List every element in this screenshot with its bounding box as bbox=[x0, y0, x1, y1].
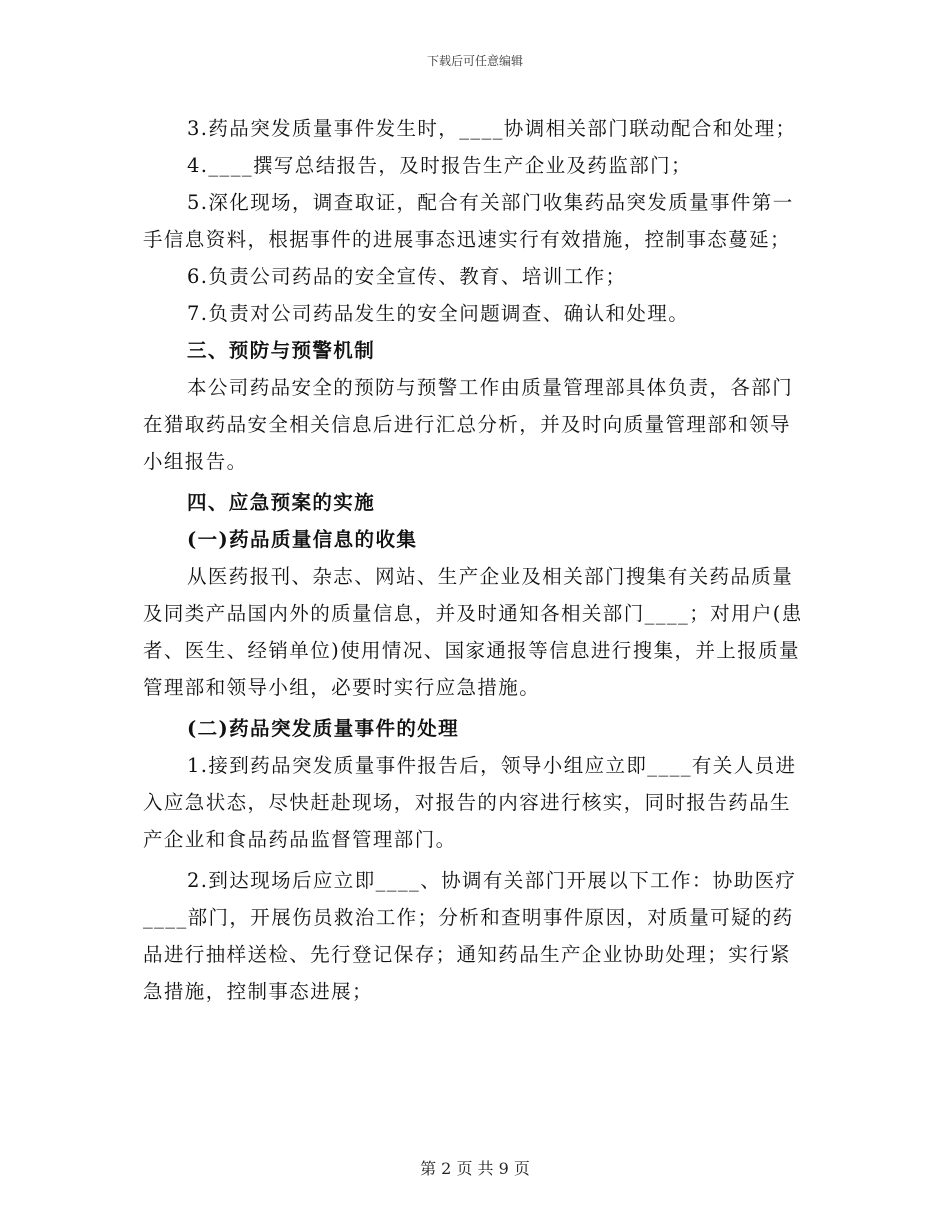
section-paragraph: 本公司药品安全的预防与预警工作由质量管理部具体负责，各部门在猎取药品安全相关信息后进行汇总分析，并及时向质量管理部和领导小组报告。 bbox=[143, 376, 794, 473]
document-body bbox=[143, 110, 809, 1010]
section-paragraph: 从医药报刊、杂志、网站、生产企业及相关部门搜集有关药品质量及同类产品国内外的质量信息，并及时通知各相关部门____；对用户(患者、医生、经销单位)使用情况、国家通报等信息进行搜集，并上报质量管理部和领导小组，必要时实行应急措施。 bbox=[143, 565, 803, 699]
list-item: 5.深化现场，调查取证，配合有关部门收集药品突发质量事件第一手信息资料，根据事件的进展事态迅速实行有效措施，控制事态蔓延； bbox=[143, 191, 794, 251]
list-item: 4.____撰写总结报告，及时报告生产企业及药监部门； bbox=[187, 154, 692, 177]
list-item: 7.负责对公司药品发生的安全问题调查、确认和处理。 bbox=[187, 302, 690, 325]
section-heading: 四、应急预案的实施 bbox=[187, 491, 376, 514]
subsection-heading: (一)药品质量信息的收集 bbox=[187, 528, 418, 551]
list-item: 6.负责公司药品的安全宣传、教育、培训工作； bbox=[187, 265, 627, 288]
list-item: 2.到达现场后应立即____、协调有关部门开展以下工作：协助医疗____部门，开展伤员救治工作；分析和查明事件原因，对质量可疑的药品进行抽样送检、先行登记保存；通知药品生产企业协助处理；实行紧急措施，控制事态进展； bbox=[143, 869, 797, 1003]
subsection-heading: (二)药品突发质量事件的处理 bbox=[187, 717, 460, 740]
page-number: 第 2 页 共 9 页 bbox=[420, 1159, 530, 1178]
page-header-note: 下载后可任意编辑 bbox=[426, 54, 523, 68]
list-item: 3.药品突发质量事件发生时，____协调相关部门联动配合和处理； bbox=[187, 117, 797, 140]
section-heading: 三、预防与预警机制 bbox=[187, 339, 376, 362]
list-item: 1.接到药品突发质量事件报告后，领导小组应立即____有关人员进入应急状态，尽快赶赴现场，对报告的内容进行核实，同时报告药品生产企业和食品药品监督管理部门。 bbox=[143, 754, 797, 851]
